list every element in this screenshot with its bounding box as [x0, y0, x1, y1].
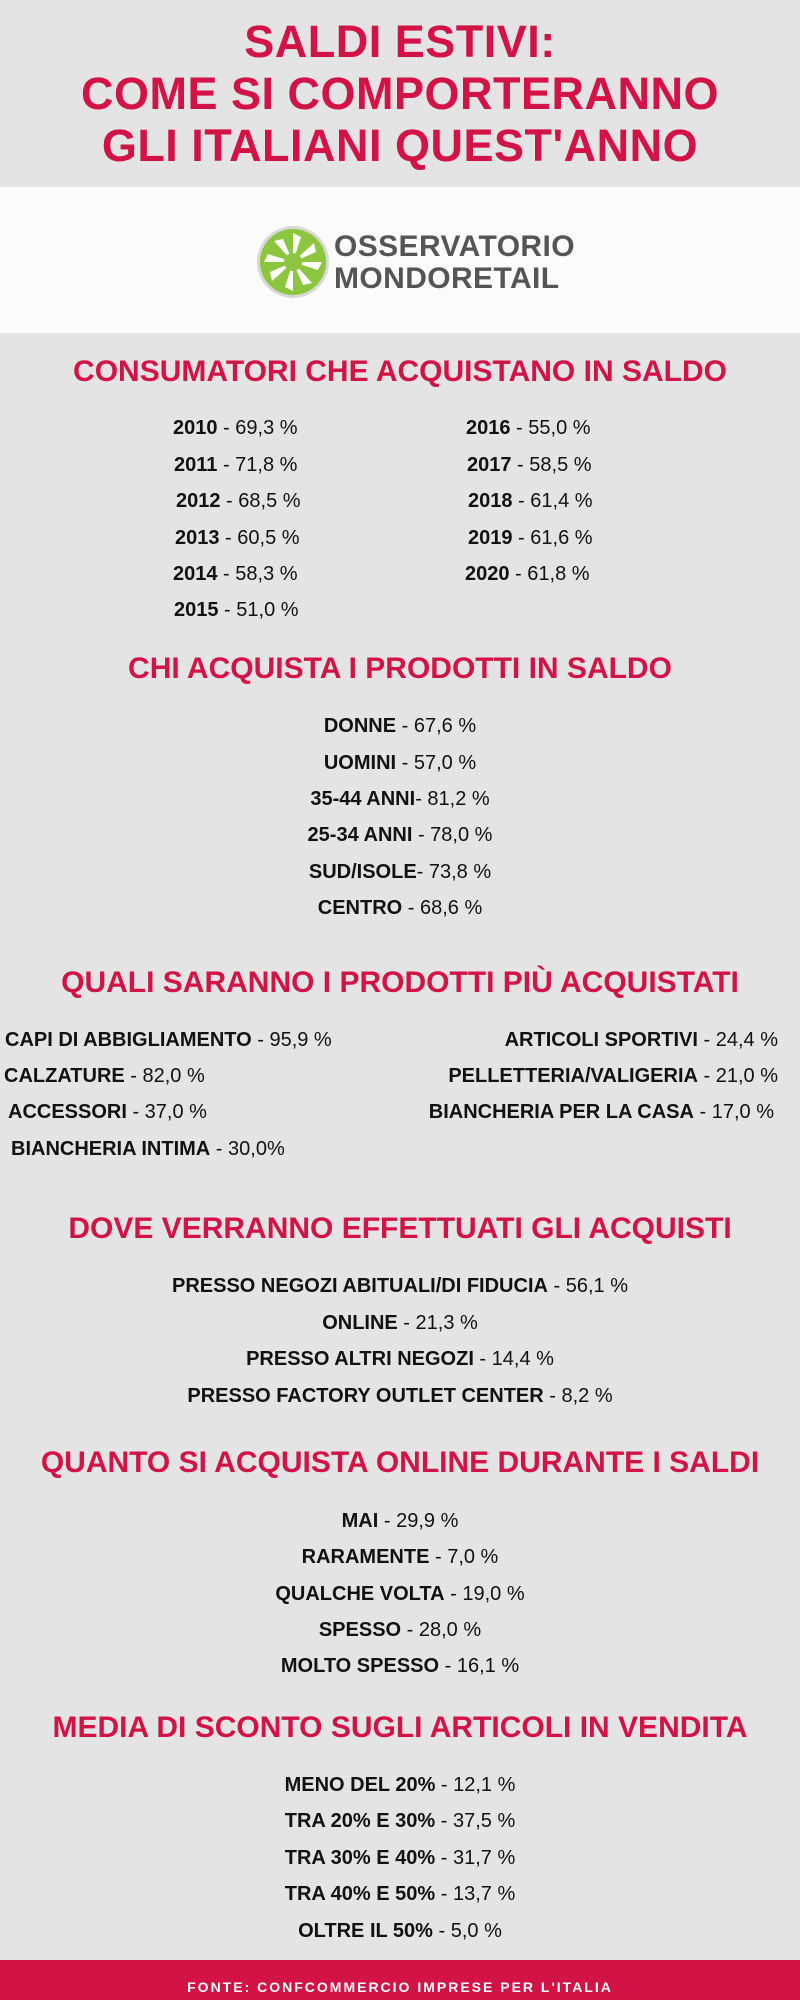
stat-line	[0, 859, 800, 885]
stat-line	[0, 1346, 800, 1372]
stat-line	[0, 1310, 800, 1336]
logo-band	[0, 187, 800, 333]
stat-line-year	[467, 452, 592, 478]
stat-value: - 51,0 %	[218, 599, 299, 621]
section-title-sconto: MEDIA DI SCONTO SUGLI ARTICOLI IN VENDITA	[52, 1711, 748, 1744]
stat-line	[0, 895, 800, 921]
stat-line	[429, 1099, 774, 1125]
stat-label: 2014	[173, 563, 218, 585]
stat-value: - 68,5 %	[220, 490, 301, 512]
stat-value: - 19,0 %	[444, 1583, 525, 1605]
stat-line-year	[173, 415, 298, 441]
stat-line-year	[173, 561, 298, 587]
stat-value: - 58,3 %	[217, 563, 298, 585]
stat-label: ARTICOLI SPORTIVI	[504, 1029, 698, 1051]
stat-line	[0, 1845, 800, 1871]
stat-line	[0, 750, 800, 776]
stat-label: SPESSO	[318, 1619, 402, 1641]
stat-label: 2011	[174, 454, 218, 476]
stat-value: - 30,0%	[210, 1138, 285, 1160]
stat-value: - 55,0 %	[510, 417, 591, 439]
stat-label: 2016	[466, 417, 511, 439]
stat-label: 2020	[465, 563, 510, 585]
stat-label: TRA 20% E 30%	[284, 1810, 436, 1832]
stat-line	[0, 1544, 800, 1570]
stat-line	[0, 1808, 800, 1834]
stat-label: 2019	[468, 527, 513, 549]
stat-label: 35-44 ANNI	[310, 788, 416, 810]
stat-value: - 71,8 %	[217, 454, 298, 476]
section-title-consumatori: CONSUMATORI CHE ACQUISTANO IN SALDO	[73, 355, 727, 388]
section-title-chi: CHI ACQUISTA I PRODOTTI IN SALDO	[128, 652, 672, 685]
stat-value: - 95,9 %	[251, 1029, 332, 1051]
stat-line	[5, 1027, 332, 1053]
stat-value: - 67,6 %	[396, 715, 477, 737]
stat-value: - 21,0 %	[697, 1065, 778, 1087]
stat-value: - 69,3 %	[217, 417, 298, 439]
stat-line-year	[468, 525, 593, 551]
stat-label: MAI	[341, 1510, 379, 1532]
stat-label: PELLETTERIA/VALIGERIA	[448, 1065, 698, 1087]
stat-value: - 37,5 %	[435, 1810, 516, 1832]
stat-value: - 61,6 %	[512, 527, 593, 549]
stat-value: - 24,4 %	[697, 1029, 778, 1051]
stat-value: - 8,2 %	[543, 1385, 613, 1407]
stat-label: RARAMENTE	[301, 1546, 430, 1568]
stat-label: ONLINE	[322, 1312, 398, 1334]
stat-value: - 21,3 %	[397, 1312, 478, 1334]
stat-line	[0, 1617, 800, 1643]
stat-label: PRESSO FACTORY OUTLET CENTER	[187, 1385, 544, 1407]
stat-line-year	[465, 561, 590, 587]
stat-value: - 82,0 %	[124, 1065, 205, 1087]
section-title-dove: DOVE VERRANNO EFFETTUATI GLI ACQUISTI	[68, 1212, 732, 1245]
stat-value: - 57,0 %	[396, 752, 477, 774]
stat-value: - 16,1 %	[439, 1655, 520, 1677]
logo-text	[334, 231, 575, 295]
stat-line	[505, 1027, 778, 1053]
stat-line	[0, 713, 800, 739]
stat-value: - 60,5 %	[219, 527, 300, 549]
logo-line: MONDORETAIL	[334, 262, 560, 295]
stat-value: - 17,0 %	[693, 1101, 774, 1123]
stat-line-year	[466, 415, 591, 441]
stat-label: CALZATURE	[4, 1065, 125, 1087]
main-title-line: GLI ITALIANI QUEST'ANNO	[101, 120, 699, 171]
main-title-line: COME SI COMPORTERANNO	[80, 68, 720, 119]
stat-label: SUD/ISOLE	[308, 861, 417, 883]
stat-line-year	[174, 452, 297, 478]
stat-value: - 29,9 %	[378, 1510, 459, 1532]
stat-label: ACCESSORI	[8, 1101, 127, 1123]
stat-line	[8, 1099, 207, 1125]
stat-value: - 31,7 %	[435, 1847, 516, 1869]
stat-label: BIANCHERIA INTIMA	[11, 1138, 211, 1160]
stat-label: TRA 40% E 50%	[284, 1883, 436, 1905]
stat-label: 2013	[175, 527, 220, 549]
stat-label: PRESSO ALTRI NEGOZI	[246, 1348, 474, 1370]
aperture-logo-icon	[256, 225, 330, 299]
section-title-prodotti: QUALI SARANNO I PRODOTTI PIÙ ACQUISTATI	[61, 966, 739, 999]
stat-label: OLTRE IL 50%	[298, 1920, 433, 1942]
main-title-line: SALDI ESTIVI:	[244, 16, 556, 67]
stat-line-year	[176, 488, 301, 514]
logo-line: OSSERVATORIO	[334, 230, 575, 263]
stat-value: - 58,5 %	[511, 454, 592, 476]
stat-value: - 61,4 %	[512, 490, 593, 512]
stat-label: 2018	[468, 490, 513, 512]
stat-value: - 28,0 %	[401, 1619, 482, 1641]
stat-line-year	[468, 488, 593, 514]
stat-label: TRA 30% E 40%	[284, 1847, 436, 1869]
stat-label: MOLTO SPESSO	[280, 1655, 440, 1677]
stat-line	[4, 1063, 205, 1089]
stat-line	[11, 1136, 285, 1162]
stat-value: - 78,0 %	[412, 824, 493, 846]
stat-value: - 5,0 %	[432, 1920, 502, 1942]
stat-value: - 7,0 %	[429, 1546, 499, 1568]
source-footer: FONTE: CONFCOMMERCIO IMPRESE PER L'ITALIA	[0, 1960, 800, 2000]
stat-value: - 37,0 %	[126, 1101, 207, 1123]
stat-label: BIANCHERIA PER LA CASA	[428, 1101, 694, 1123]
stat-label: MENO DEL 20%	[284, 1774, 436, 1796]
stat-label: CAPI DI ABBIGLIAMENTO	[5, 1029, 252, 1051]
stat-line	[0, 822, 800, 848]
stat-line	[0, 786, 800, 812]
stat-label: UOMINI	[323, 752, 397, 774]
stat-value: - 13,7 %	[435, 1883, 516, 1905]
stat-line	[448, 1063, 778, 1089]
stat-value: - 14,4 %	[473, 1348, 554, 1370]
stat-line-year	[175, 525, 300, 551]
stat-label: 2015	[174, 599, 219, 621]
stat-line	[0, 1918, 800, 1944]
stat-label: 2012	[176, 490, 221, 512]
stat-line	[0, 1653, 800, 1679]
main-title	[0, 0, 800, 187]
stat-label: 2010	[173, 417, 218, 439]
stat-value: - 68,6 %	[402, 897, 483, 919]
stat-label: 25-34 ANNI	[307, 824, 413, 846]
stat-value: - 61,8 %	[509, 563, 590, 585]
stat-label: PRESSO NEGOZI ABITUALI/DI FIDUCIA	[172, 1275, 548, 1297]
stat-line	[0, 1508, 800, 1534]
stat-label: QUALCHE VOLTA	[275, 1583, 445, 1605]
stat-label: DONNE	[323, 715, 397, 737]
section-title-online: QUANTO SI ACQUISTA ONLINE DURANTE I SALDI	[40, 1446, 760, 1479]
stat-line	[0, 1881, 800, 1907]
stat-line	[0, 1383, 800, 1409]
stat-line	[0, 1273, 800, 1299]
stat-value: - 73,8 %	[416, 861, 492, 883]
stat-label: 2017	[467, 454, 512, 476]
stat-line	[0, 1772, 800, 1798]
stat-label: CENTRO	[317, 897, 403, 919]
stat-line-year	[174, 597, 299, 623]
stat-line	[0, 1581, 800, 1607]
stat-value: - 56,1 %	[547, 1275, 628, 1297]
stat-value: - 12,1 %	[435, 1774, 516, 1796]
stat-value: - 81,2 %	[415, 788, 490, 810]
